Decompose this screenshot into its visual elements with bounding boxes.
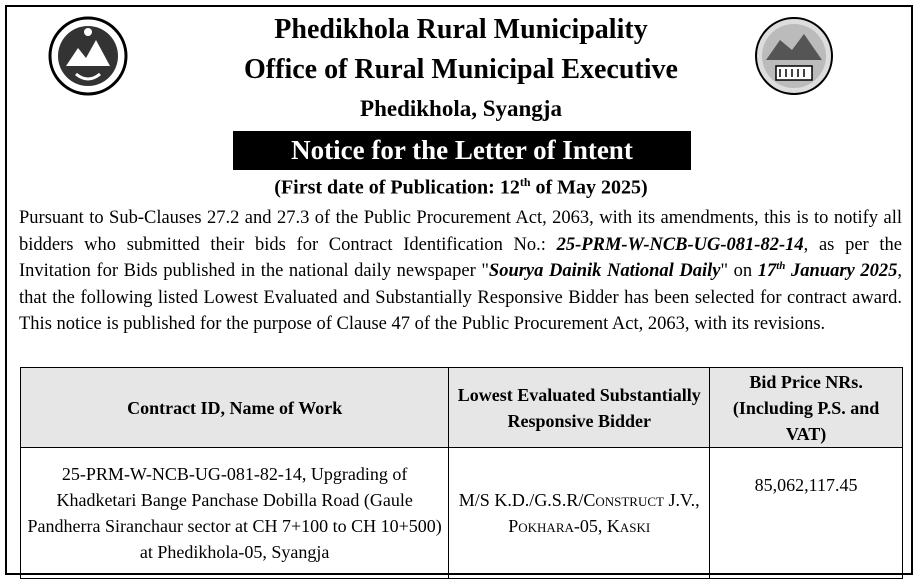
contract-id: 25-PRM-W-NCB-UG-081-82-14 <box>556 234 804 255</box>
bidder-name: M/S K.D./G.S.R/Construct J.V., Pokhara-05, Kaski <box>449 448 710 579</box>
municipality-name: Phedikhola Rural Municipality <box>274 14 648 45</box>
office-location: Phedikhola, Syangja <box>360 96 562 121</box>
invitation-date: 17th January 2025 <box>757 260 898 282</box>
work-description: 25-PRM-W-NCB-UG-081-82-14, Upgrading of Khadketari Bange Panchase Dobilla Road (Gaule Pandherra Siranchaur sector at CH 7+100 to CH 10+500) at Phedikhola-05, Syangja <box>21 448 449 579</box>
notice-body: Pursuant to Sub-Clauses 27.2 and 27.3 of the Public Procurement Act, 2063, with its amendments, this is to notify all bidders who submitted their bids for Contract Identification No.: 25-PRM-W-NCB-UG-081-82-14, as per the Invitation for Bids published in the national daily newspaper "Sourya Dainik National Daily" on 17th January 2025, that the following listed Lowest Evaluated and Substantially Responsive Bidder has been selected for contract award. This notice is published for the purpose of Clause 47 of the Public Procurement Act, 2063, with its revisions. <box>19 208 902 335</box>
office-name: Office of Rural Municipal Executive <box>244 54 678 85</box>
table-header-row <box>21 368 903 448</box>
header-bidder: Lowest Evaluated Substantially Responsive Bidder <box>449 368 710 448</box>
header-price: Bid Price NRs. (Including P.S. and VAT) <box>710 368 903 448</box>
publication-date: (First date of Publication: 12th of May 2025) <box>274 175 648 199</box>
table-row <box>21 448 903 579</box>
header-contract: Contract ID, Name of Work <box>21 368 449 448</box>
award-table <box>20 367 903 579</box>
bid-price: 85,062,117.45 <box>710 448 903 579</box>
notice-title: Notice for the Letter of Intent <box>233 131 691 170</box>
newspaper-name: Sourya Dainik National Daily <box>488 261 721 282</box>
